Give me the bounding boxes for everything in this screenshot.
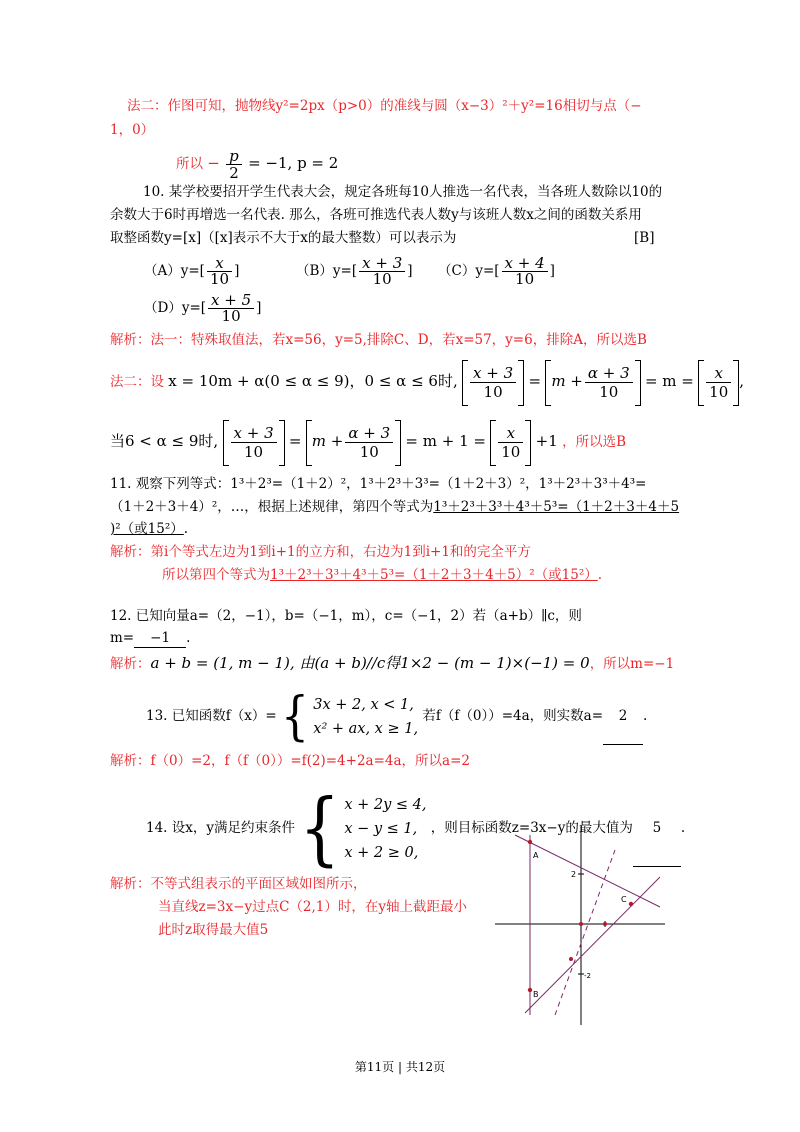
line-x-minus-y (525, 877, 660, 1013)
q11-line1: 11. 观察下列等式：1³＋2³=（1＋2）²，1³＋2³＋3³=（1＋2＋3）²，1³＋2³＋3³＋4³= (110, 476, 647, 492)
sol3-prefix: 当6 < α ≤ 9时, (110, 432, 219, 450)
fraction-numerator: x (714, 364, 723, 382)
q10-option-d (144, 289, 261, 327)
q13-answer-blank: 2 (603, 688, 643, 745)
q12-sol-prefix: 解析： (110, 656, 151, 672)
sol2-fraction1 (470, 364, 516, 401)
sol2-expression: x = 10m + α(0 ≤ α ≤ 9)，0 ≤ α ≤ 6时, (168, 372, 458, 390)
q13-solution: 解析：f（0）=2，f（f（0））=f(2)=4+2a=4a，所以a=2 (110, 753, 470, 769)
q12-sol-conclusion: ，所以m=−1 (589, 656, 675, 672)
fraction-denominator: 10 (359, 271, 405, 287)
p-over-2-fraction (226, 148, 242, 181)
sol3-plus-one: +1 (535, 432, 558, 450)
fraction-denominator: 10 (231, 442, 277, 461)
q10-line2: 余数大于6时再增选一名代表. 那么，各班可推选代表人数y与该班人数x之间的函数关系用 (110, 207, 642, 223)
q10-line1: 10. 某学校要招开学生代表大会，规定各班每10人推选一名代表，当各班人数除以10的 (143, 184, 663, 200)
q10-solution2: 法二：设 x = 10m + α(0 ≤ α ≤ 9)，0 ≤ α ≤ 6时, $\frac{x + 3}{10}$ = m + $\frac{\alpha + 3}{10}$ = m = $\frac{x}{10}$ , (110, 356, 744, 406)
q14-constraints (344, 793, 426, 865)
q10-solution3: 当6 < α ≤ 9时, $\frac{x + 3}{10}$ = m + $\frac{\alpha + 3}{10}$ = m + 1 = $\frac{x}{10}$ +1 ，所以选B (110, 416, 626, 466)
label-y-neg2: -2 (584, 972, 591, 980)
sol2-m: m + (551, 372, 583, 390)
fraction-denominator: 2 (226, 164, 242, 181)
q12-period: . (186, 630, 191, 646)
fraction-numerator: x + 3 (233, 424, 274, 442)
q14-answer-blank: 5 (633, 790, 681, 867)
q14-statement: 14. 设x，y满足约束条件 { x + 2y ≤ 4, x − y ≤ 1, x + 2 ≥ 0, ，则目标函数z=3x−y的最大值为 5 . (146, 782, 686, 875)
sol3-equals: = m + 1 = (405, 432, 486, 450)
fraction-numerator: x + 3 (362, 254, 403, 272)
option-c-label: （C）y=[ (438, 263, 500, 279)
q12-answer-blank: −1 (134, 629, 186, 648)
q11-solution2 (162, 566, 602, 584)
sol3-m: m + (311, 432, 344, 450)
q13-piecewise-cases (313, 693, 418, 741)
q14-solution2: 当直线z=3x−y过点C（2,1）时，在y轴上截距最小 (158, 899, 467, 915)
label-a: A (533, 851, 539, 860)
q13-suffix: 若f（f（0））=4a，则实数a= (422, 708, 604, 724)
option-a-label: （A）y=[ (144, 263, 205, 279)
fraction-numerator: x + 3 (473, 364, 514, 382)
q10-option-c (438, 252, 555, 290)
method2-result (176, 146, 338, 180)
label-y-2: 2 (571, 870, 577, 879)
fraction-numerator: α + 3 (348, 424, 391, 442)
sol3-fraction2 (345, 424, 393, 461)
feasible-region-graph (495, 825, 675, 1025)
page-footer: 第11页 | 共12页 (354, 1060, 446, 1074)
q11-period: . (183, 521, 189, 537)
q11-answer-part2: )²（或15²） (110, 521, 184, 537)
q10-option-a (144, 252, 239, 290)
q14-solution3: 此时z取得最大值5 (158, 922, 269, 938)
q11-solution1: 解析：第i个等式左边为1到i+1的立方和，右边为1到i+1和的完全平方 (110, 544, 531, 560)
q11-line3 (110, 520, 188, 538)
option-c-fraction (502, 256, 548, 287)
q13-period: . (643, 708, 648, 724)
q13-statement: 13. 已知函数f（x）= { 3x + 2, x < 1, x² + ax, x ≥ 1, 若f（f（0））=4a，则实数a= 2 . (146, 685, 648, 747)
option-c-close: ] (549, 263, 555, 279)
method2-line1: 法二：作图可知，抛物线y²=2px（p>0）的准线与圆（x−3）²＋y²=16相切与点（− (127, 98, 642, 114)
option-a-close: ] (234, 263, 240, 279)
q13-case2: x² + ax, x ≥ 1, (313, 720, 419, 737)
label-b: B (533, 990, 539, 999)
option-d-close: ] (256, 300, 262, 316)
q11-sol2-prefix: 所以第四个等式为 (162, 567, 270, 583)
q14-solution1: 解析：不等式组表示的平面区域如图所示， (110, 876, 367, 892)
line-x-plus-2y (515, 835, 660, 907)
objective-line-dashed (555, 850, 615, 1015)
fraction-numerator: p (229, 147, 239, 165)
method2-line2: 1，0） (110, 122, 155, 138)
option-d-label: （D）y=[ (144, 300, 207, 316)
q10-solution1: 解析：法一：特殊取值法，若x=56，y=5,排除C、D，若x=57，y=6，排除A，所以选B (110, 332, 647, 348)
fraction-denominator: 10 (706, 382, 731, 401)
fraction-denominator: 10 (208, 308, 254, 324)
q14-prefix: 14. 设x，y满足约束条件 (146, 820, 296, 836)
option-d-fraction (208, 293, 254, 324)
q11-sol2-period: . (597, 567, 603, 583)
q12-sol-expression: a + b = (1, m − 1), 由(a + b)//c得1×2 − (m − 1)×(−1) = 0 (150, 654, 590, 672)
suoyi-label: 所以 (176, 156, 203, 172)
label-c: C (621, 895, 627, 904)
fraction-denominator: 10 (585, 382, 633, 401)
q14-constraint3: x + 2 ≥ 0, (344, 844, 419, 861)
q12-line2 (110, 629, 190, 648)
q10-line3: 取整函数y=[x]（[x]表示不大于x的最大整数）可以表示为 (110, 230, 457, 246)
q10-answer: [B] (634, 230, 655, 246)
fraction-numerator: α + 3 (587, 364, 630, 382)
fraction-denominator: 10 (502, 271, 548, 287)
q11-answer-part1: 1³＋2³＋3³＋4³＋5³=（1＋2＋3＋4＋5 (433, 499, 680, 515)
sol3-fraction3 (498, 424, 523, 461)
vertex-c-point (629, 902, 633, 906)
sol3-conclusion: ，所以选B (562, 434, 626, 450)
q12-m-label: m= (110, 630, 135, 646)
fraction-numerator: x (215, 254, 224, 272)
vertex-a-point (528, 840, 532, 844)
option-b-close: ] (407, 263, 413, 279)
fraction-numerator: x + 5 (211, 291, 252, 309)
q10-option-b (296, 252, 413, 290)
q13-prefix: 13. 已知函数f（x）= (146, 708, 277, 724)
sol2-prefix: 法二：设 (110, 374, 164, 390)
q13-case1: 3x + 2, x < 1, (313, 696, 414, 713)
q11-line2-prefix: （1＋2＋3＋4）²，…，根据上述规律，第四个等式为 (110, 499, 434, 515)
intersection-point (569, 957, 573, 961)
q14-period: . (680, 820, 686, 836)
q14-suffix: ，则目标函数z=3x−y的最大值为 (430, 820, 633, 836)
sol2-fraction3 (706, 364, 731, 401)
q12-line1: 12. 已知向量a=（2，−1），b=（−1，m），c=（−1，2）若（a+b）∥c，则 (110, 608, 582, 624)
method2-equation: = −1, p = 2 (248, 154, 339, 172)
minus-sign: − (207, 154, 220, 172)
q14-constraint2: x − y ≤ 1, (344, 820, 418, 837)
q12-solution (110, 654, 674, 673)
fraction-numerator: x + 4 (504, 254, 545, 272)
option-b-fraction (359, 256, 405, 287)
fraction-denominator: 10 (498, 442, 523, 461)
sol3-fraction1 (231, 424, 277, 461)
fraction-numerator: x (506, 424, 516, 442)
x-intercept-point (603, 922, 607, 926)
q11-sol2-answer: 1³＋2³＋3³＋4³＋5³=（1＋2＋3＋4＋5）²（或15²） (270, 567, 598, 583)
sol2-fraction2 (585, 364, 633, 401)
fraction-denominator: 10 (470, 382, 516, 401)
origin-point (579, 922, 583, 926)
vertex-b-point (528, 988, 532, 992)
sol2-equals-m: = m = (644, 372, 694, 390)
fraction-denominator: 10 (207, 271, 232, 287)
fraction-denominator: 10 (345, 442, 393, 461)
q14-constraint1: x + 2y ≤ 4, (344, 796, 427, 813)
option-b-label: （B）y=[ (296, 263, 358, 279)
q11-line2 (110, 498, 679, 516)
option-a-fraction (207, 256, 232, 287)
